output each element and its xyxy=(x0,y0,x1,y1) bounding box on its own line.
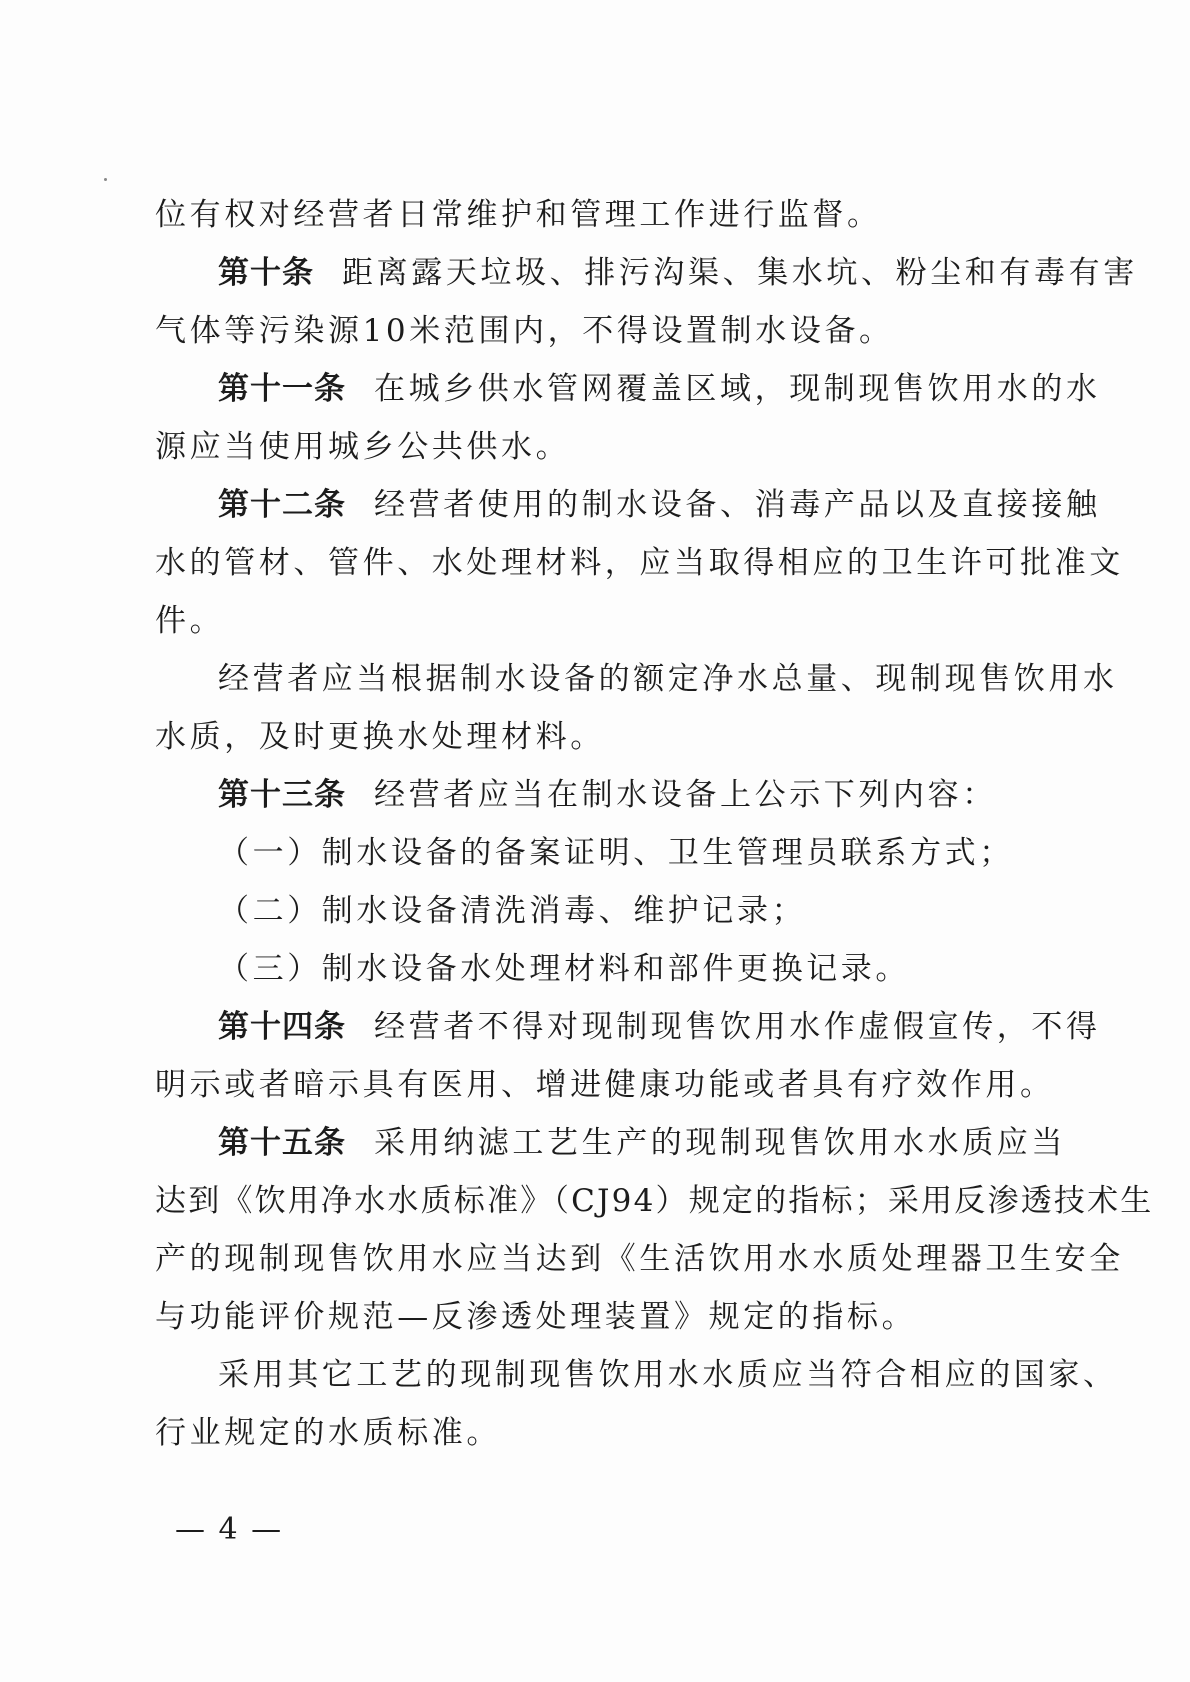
text-line-7: 水的管材、管件、水处理材料，应当取得相应的卫生许可批准文 xyxy=(155,545,1124,581)
text-line-22: 行业规定的水质标准。 xyxy=(155,1415,501,1451)
article-heading: 第十一条 xyxy=(218,371,346,407)
article-heading: 第十条 xyxy=(218,255,314,291)
article-11: 第十一条 在城乡供水管网覆盖区域，现制现售饮用水的水 xyxy=(218,371,1101,407)
text-line-19: 产的现制现售饮用水应当达到《生活饮用水水质处理器卫生安全 xyxy=(155,1241,1124,1277)
article-13: 第十三条 经营者应当在制水设备上公示下列内容： xyxy=(218,777,997,813)
article-heading: 第十五条 xyxy=(218,1125,346,1161)
list-item-1: （一）制水设备的备案证明、卫生管理员联系方式； xyxy=(218,835,1014,871)
text-line-5: 源应当使用城乡公共供水。 xyxy=(155,429,571,465)
text-line-10: 水质，及时更换水处理材料。 xyxy=(155,719,605,755)
article-heading: 第十三条 xyxy=(218,777,346,813)
article-14: 第十四条 经营者不得对现制现售饮用水作虚假宣传，不得 xyxy=(218,1009,1101,1045)
article-12: 第十二条 经营者使用的制水设备、消毒产品以及直接接触 xyxy=(218,487,1101,523)
text-line-16: 明示或者暗示具有医用、增进健康功能或者具有疗效作用。 xyxy=(155,1067,1055,1103)
text-line-8: 件。 xyxy=(155,603,225,639)
article-10: 第十条 距离露天垃圾、排污沟渠、集水坑、粉尘和有毒有害 xyxy=(218,255,1138,291)
text-line-21: 采用其它工艺的现制现售饮用水水质应当符合相应的国家、 xyxy=(218,1357,1118,1393)
text-line-3: 气体等污染源10米范围内，不得设置制水设备。 xyxy=(155,313,894,349)
article-heading: 第十二条 xyxy=(218,487,346,523)
scan-speck xyxy=(104,178,107,181)
text-line-1: 位有权对经营者日常维护和管理工作进行监督。 xyxy=(155,197,882,233)
article-15: 第十五条 采用纳滤工艺生产的现制现售饮用水水质应当 xyxy=(218,1125,1066,1161)
list-item-2: （二）制水设备清洗消毒、维护记录； xyxy=(218,893,807,929)
list-item-3: （三）制水设备水处理材料和部件更换记录。 xyxy=(218,951,910,987)
page-number: — 4 — xyxy=(175,1512,284,1547)
article-heading: 第十四条 xyxy=(218,1009,346,1045)
text-line-9: 经营者应当根据制水设备的额定净水总量、现制现售饮用水 xyxy=(218,661,1118,697)
text-line-20: 与功能评价规范—反渗透处理装置》规定的指标。 xyxy=(155,1299,917,1335)
text-line-18: 达到《饮用净水水质标准》（CJ94）规定的指标；采用反渗透技术生 xyxy=(155,1183,1154,1219)
